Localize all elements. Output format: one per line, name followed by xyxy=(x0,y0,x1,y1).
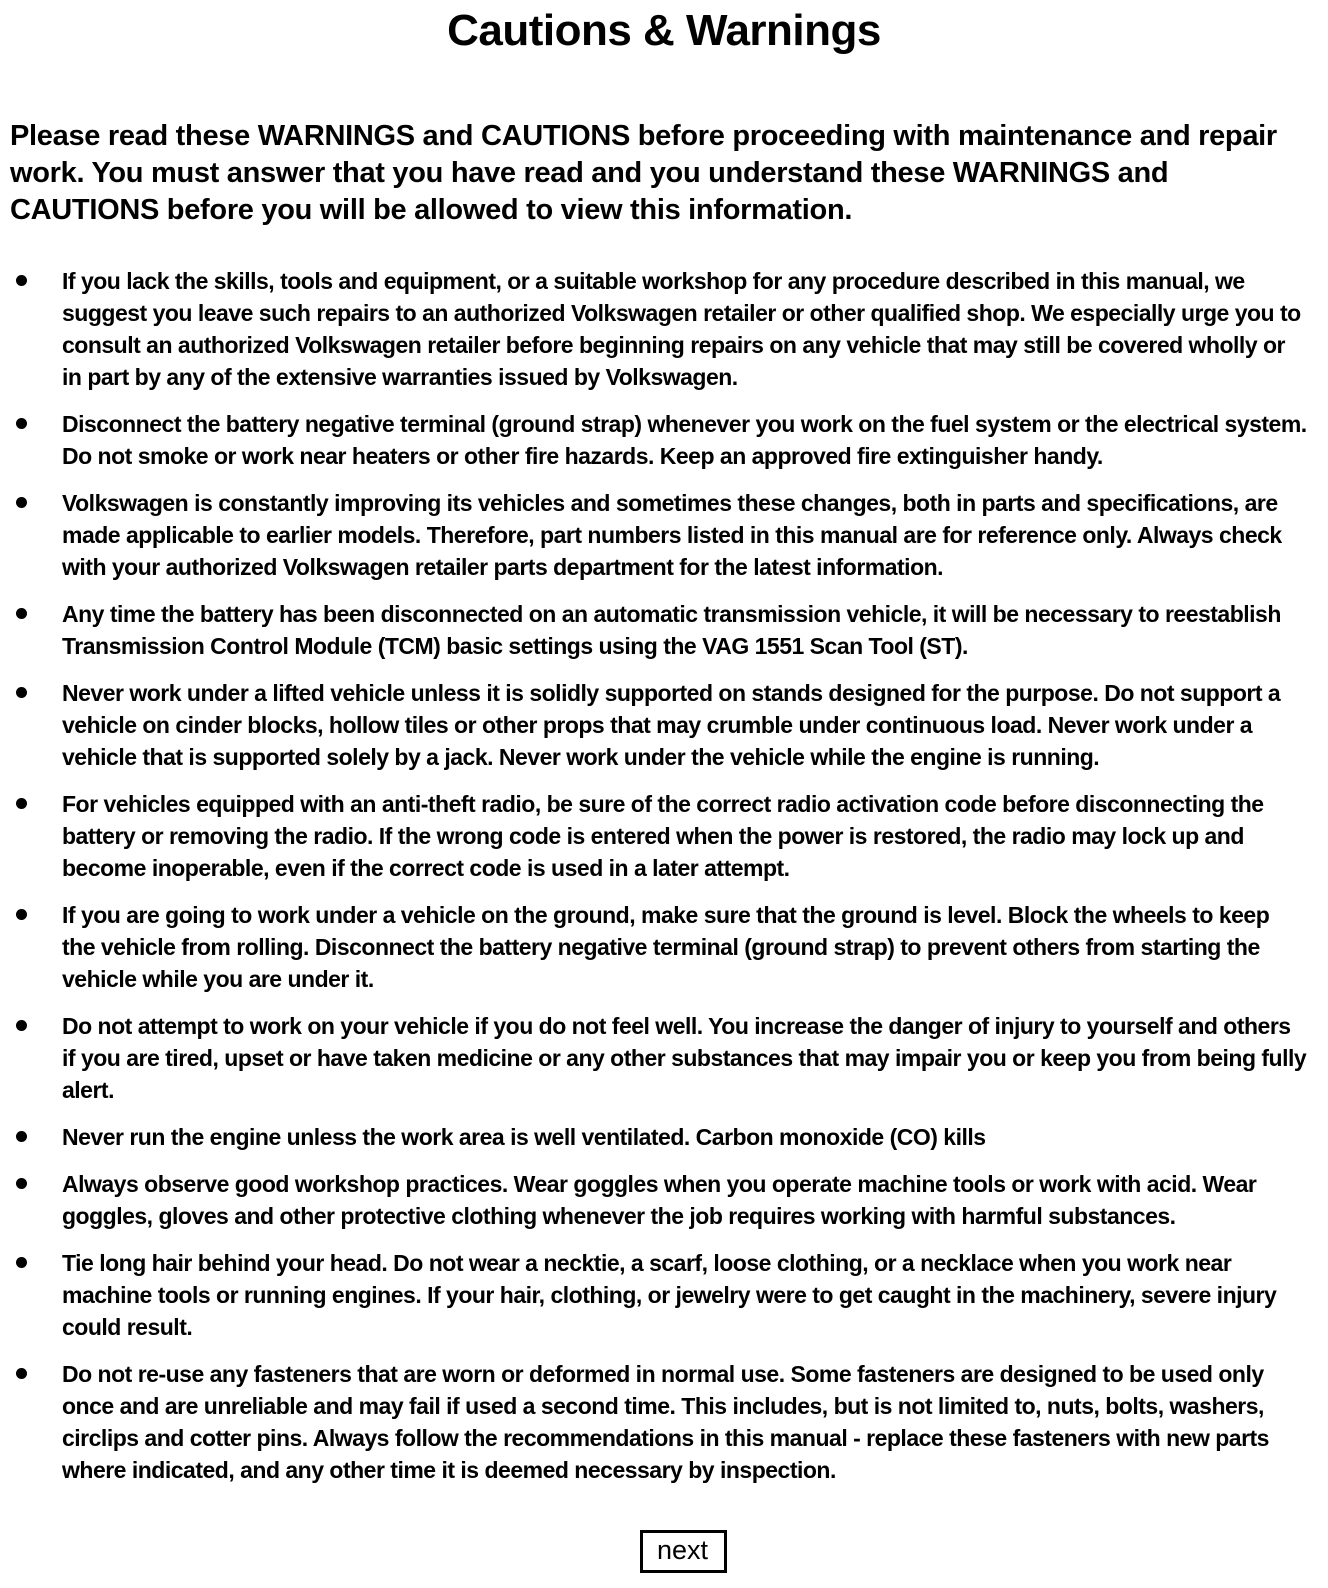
warning-text: Disconnect the battery negative terminal (ground strap) whenever you work on the fuel system or the electrical system. Do not smoke or work near heaters or other fire hazards. Keep an approved fire extinguisher handy. xyxy=(62,411,1307,469)
warning-item xyxy=(62,598,1308,662)
warning-item xyxy=(62,1121,1308,1153)
warning-item xyxy=(62,1168,1308,1232)
bullet-icon xyxy=(16,1020,27,1031)
bullet-icon xyxy=(16,1368,27,1379)
warning-text: Any time the battery has been disconnected on an automatic transmission vehicle, it will be necessary to reestablish Transmission Control Module (TCM) basic settings using the VAG 1551 Scan Tool (ST). xyxy=(62,601,1281,659)
bullet-icon xyxy=(16,909,27,920)
warnings-list xyxy=(0,265,1328,1486)
warning-item xyxy=(62,1358,1308,1486)
warning-text: Volkswagen is constantly improving its vehicles and sometimes these changes, both in parts and specifications, are made applicable to earlier models. Therefore, part numbers listed in this manual are for reference only. Always check with your authorized Volkswagen retailer parts department for the latest information. xyxy=(62,490,1282,580)
warning-item xyxy=(62,788,1308,884)
warning-item xyxy=(62,487,1308,583)
bullet-icon xyxy=(16,418,27,429)
bullet-icon xyxy=(16,798,27,809)
warning-text: Do not re-use any fasteners that are worn or deformed in normal use. Some fasteners are designed to be used only once and are unreliable and may fail if used a second time. This includes, but is not limited to, nuts, bolts, washers, circlips and cotter pins. Always follow the recommendations in this manual - replace these fasteners with new parts where indicated, and any other time it is deemed necessary by inspection. xyxy=(62,1361,1269,1483)
warning-item xyxy=(62,408,1308,472)
warning-text: Always observe good workshop practices. Wear goggles when you operate machine tools or work with acid. Wear goggles, gloves and other protective clothing whenever the job requires working with harmful substances. xyxy=(62,1171,1257,1229)
warning-item xyxy=(62,899,1308,995)
warning-text: Do not attempt to work on your vehicle if you do not feel well. You increase the danger of injury to yourself and others if you are tired, upset or have taken medicine or any other substances that may impair you or keep you from being fully alert. xyxy=(62,1013,1307,1103)
warning-text: If you lack the skills, tools and equipment, or a suitable workshop for any procedure described in this manual, we suggest you leave such repairs to an authorized Volkswagen retailer or other qualified shop. We especially urge you to consult an authorized Volkswagen retailer before beginning repairs on any vehicle that may still be covered wholly or in part by any of the extensive warranties issued by Volkswagen. xyxy=(62,268,1301,390)
warning-item xyxy=(62,677,1308,773)
warning-text: Never run the engine unless the work area is well ventilated. Carbon monoxide (CO) kills xyxy=(62,1124,986,1150)
warning-text: Tie long hair behind your head. Do not wear a necktie, a scarf, loose clothing, or a necklace when you work near machine tools or running engines. If your hair, clothing, or jewelry were to get caught in the machinery, severe injury could result. xyxy=(62,1250,1277,1340)
bullet-icon xyxy=(16,608,27,619)
page-title: Cautions & Warnings xyxy=(447,6,881,55)
bullet-icon xyxy=(16,497,27,508)
bullet-icon xyxy=(16,1257,27,1268)
bullet-icon xyxy=(16,687,27,698)
warning-item xyxy=(62,1010,1308,1106)
bullet-icon xyxy=(16,1178,27,1189)
warning-text: For vehicles equipped with an anti-theft radio, be sure of the correct radio activation code before disconnecting the battery or removing the radio. If the wrong code is entered when the power is restored, the radio may lock up and become inoperable, even if the correct code is used in a later attempt. xyxy=(62,791,1264,881)
warning-item xyxy=(62,265,1308,393)
bullet-icon xyxy=(16,1131,27,1142)
warning-item xyxy=(62,1247,1308,1343)
next-button[interactable]: next xyxy=(640,1530,727,1573)
intro-paragraph: Please read these WARNINGS and CAUTIONS before proceeding with maintenance and repair work. You must answer that you have read and you understand these WARNINGS and CAUTIONS before you will be allowed to view this information. xyxy=(10,120,1277,226)
bullet-icon xyxy=(16,275,27,286)
warning-text: Never work under a lifted vehicle unless it is solidly supported on stands designed for the purpose. Do not support a vehicle on cinder blocks, hollow tiles or other props that may crumble under continuous load. Never work under a vehicle that is supported solely by a jack. Never work under the vehicle while the engine is running. xyxy=(62,680,1281,770)
warning-text: If you are going to work under a vehicle on the ground, make sure that the ground is level. Block the wheels to keep the vehicle from rolling. Disconnect the battery negative terminal (ground strap) to prevent others from starting the vehicle while you are under it. xyxy=(62,902,1270,992)
